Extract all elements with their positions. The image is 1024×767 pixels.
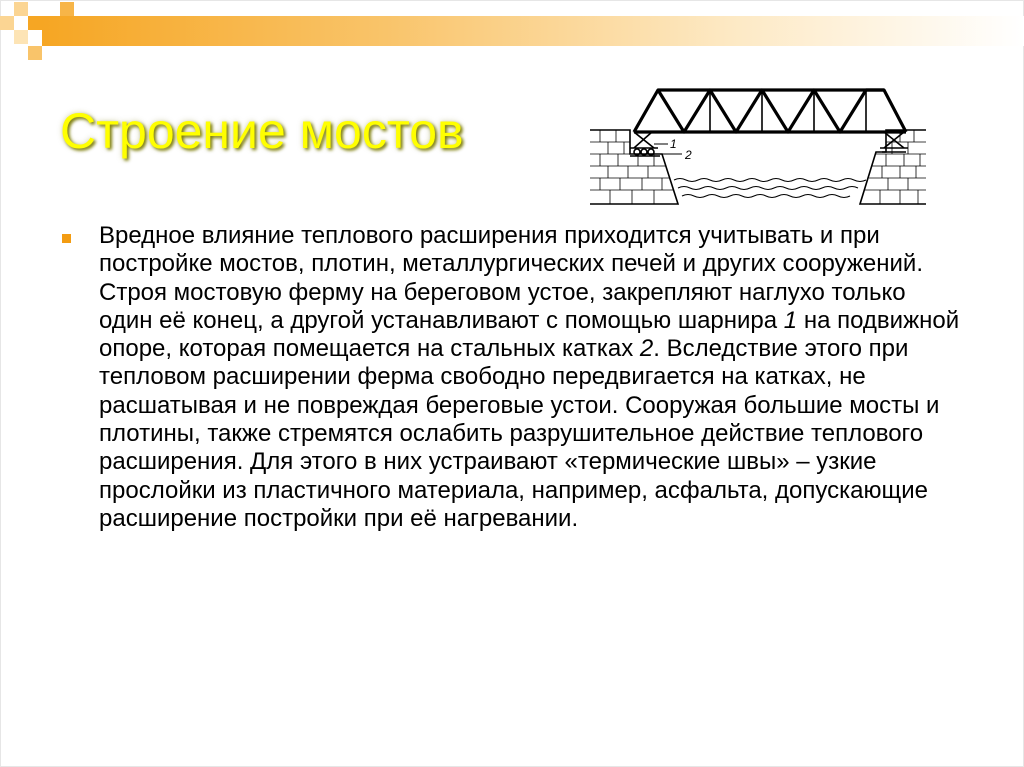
water-waves [674, 179, 866, 198]
slide-title: Строение мостов [60, 103, 464, 159]
decor-square [0, 16, 14, 30]
rollers-reference: 2 [639, 335, 654, 363]
decor-square [28, 46, 42, 60]
left-abutment [590, 130, 678, 204]
diagram-label-hinge: 1 [670, 137, 677, 151]
decor-square [28, 16, 42, 30]
bridge-diagram [590, 84, 926, 208]
decor-square [14, 30, 28, 44]
header-gradient-bar [42, 16, 1024, 46]
bullet-text-part1: Вредное влияние теплового расширения приходится учитывать и при постройке мостов, плотин, металлургических печей и других сооружений. Строя мостовую ферму на береговом устое, закрепляют наглухо только один её конец, а другой устанавливают с помощью шарнира [99, 222, 924, 334]
decor-square [60, 2, 74, 16]
bullet-marker [62, 234, 71, 243]
bullet-text [99, 222, 962, 533]
diagram-label-rollers: 2 [685, 148, 692, 162]
bullet-text-part2: на подвижной опоре, которая помещается на стальных катках [99, 306, 960, 363]
hinge-reference: 1 [783, 306, 798, 334]
content-area [62, 222, 962, 533]
truss [634, 90, 906, 132]
decor-square [14, 2, 28, 16]
bullet-text-part3: . Вследствие этого при тепловом расширении ферма свободно передвигается на катках, не расшатывая и не повреждая береговые устои. Сооружая большие мосты и плотины, также стремятся ослабить разрушительное действие теплового расширения. Для этого в них устраивают «термические швы» – узкие прослойки из пластичного материала, например, асфальта, допускающие расширение постройки при её нагревании. [99, 335, 940, 532]
